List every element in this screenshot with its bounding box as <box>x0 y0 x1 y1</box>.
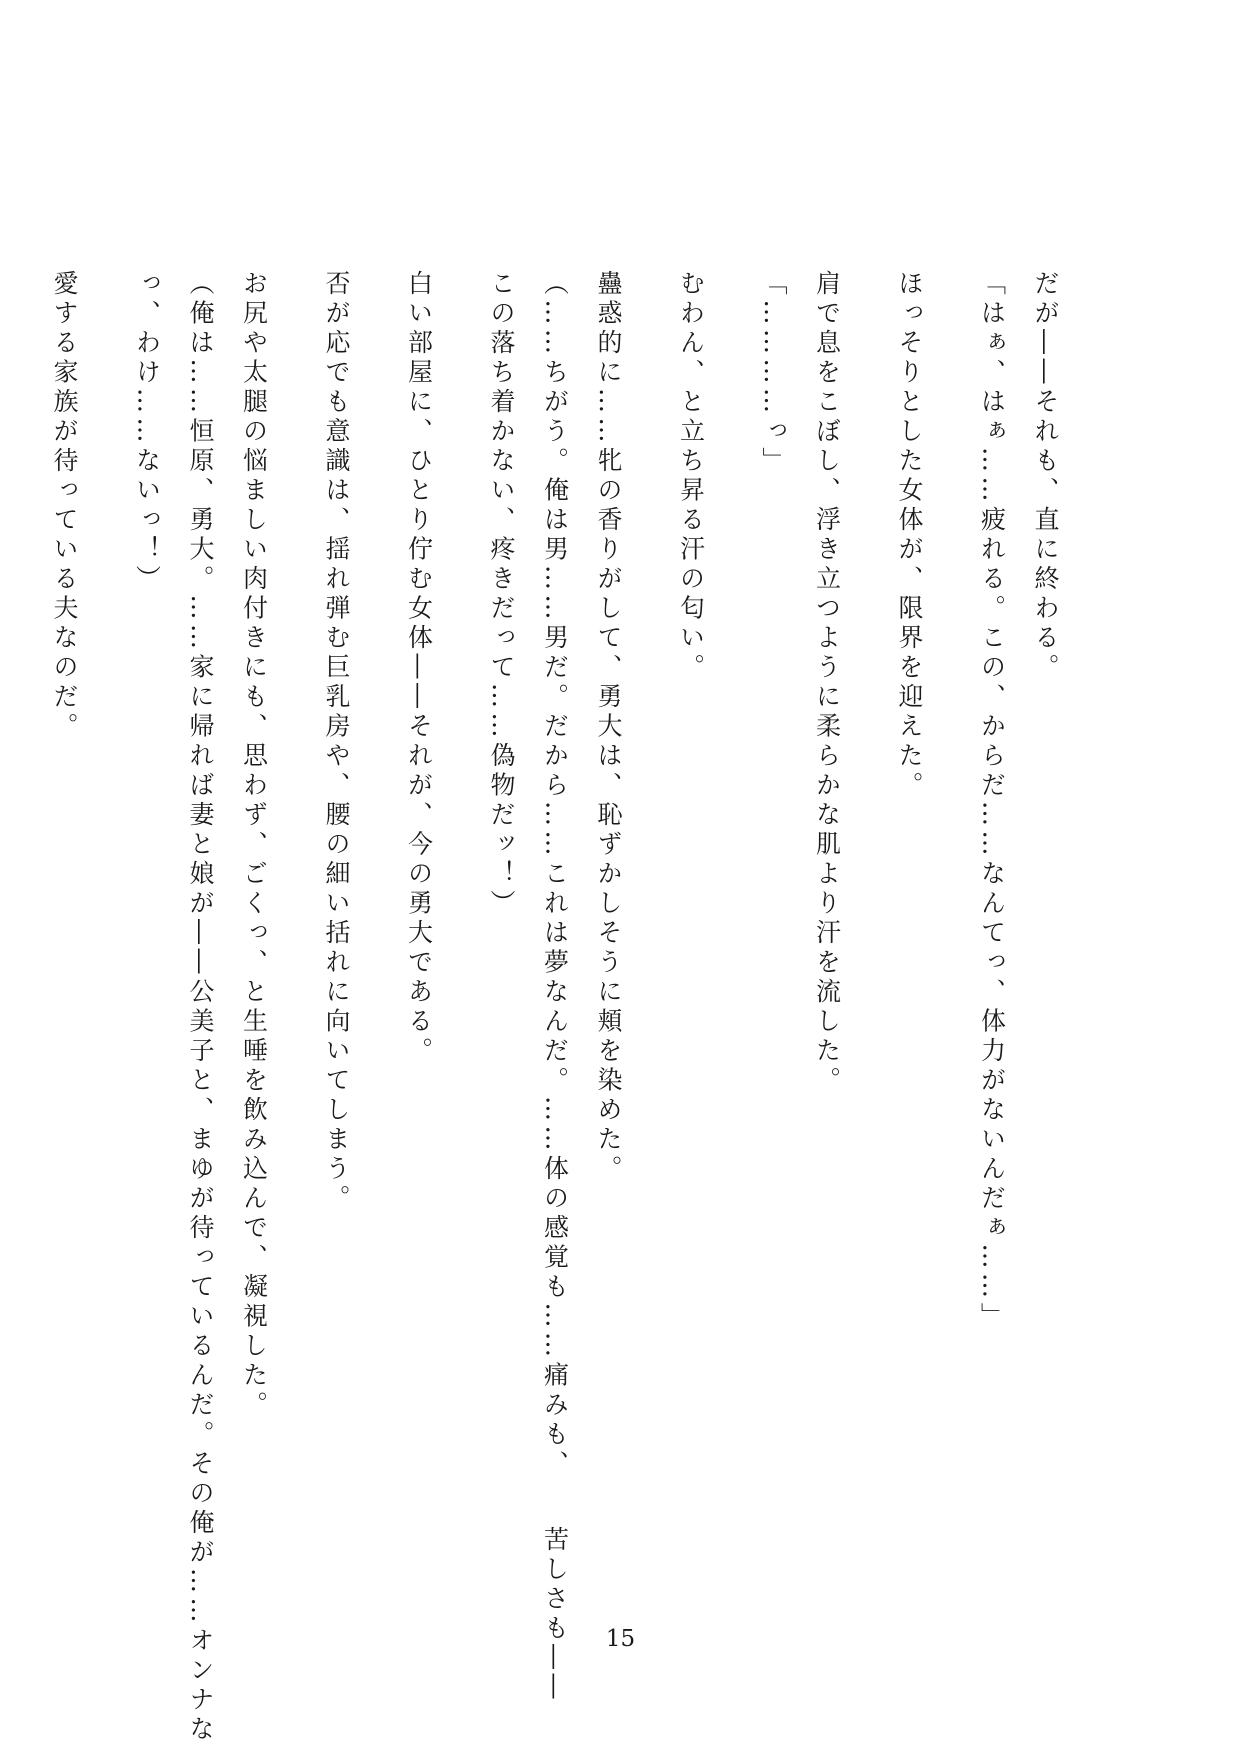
text-line: ほっそりとした女体が、限界を迎えた。 <box>895 270 924 801</box>
page-number: 15 <box>605 1626 636 1652</box>
text-line <box>0 270 38 1530</box>
text-line: 否が応でも意識は、揺れ弾む巨乳房や、腰の細い括れに向いてしまう。 <box>322 270 351 1214</box>
text-line: 蠱惑的に……牝の香りがして、勇大は、恥ずかしそうに頬を染めた。 <box>594 270 623 1185</box>
text-line: お尻や太腿の悩ましい肉付きにも、思わず、ごくっ、と生唾を飲み込んで、凝視した。 <box>239 270 269 1421</box>
text-line: 「はぁ、はぁ……疲れる。この、からだ……なんてっ、体力がないんだぁ……」 <box>977 270 1007 1332</box>
text-line: 愛する家族が待っている夫なのだ。 <box>50 270 79 742</box>
text-line: っ、わけ……ないっ！） <box>132 270 162 595</box>
text-line: 「…………っ」 <box>759 270 788 477</box>
text-line: 白い部屋に、ひとり佇む女体――それが、今の勇大である。 <box>404 270 434 1067</box>
text-line: 肩で息をこぼし、浮き立つように柔らかな肌より汗を流した。 <box>812 270 842 1096</box>
text-line: むわん、と立ち昇る汗の匂い。 <box>676 270 706 683</box>
text-line: この落ち着かない、疼きだって……偽物だッ！） <box>487 270 516 919</box>
text-line: （……ちがう。俺は男……男だ。だから……これは夢なんだ。……体の感覚も……痛みも、 苦しさも―― <box>540 270 570 1703</box>
text-line: （俺は……恒原、勇大。……家に帰れば妻と娘が――公美子と、まゆが待っているんだ。その俺が……オンナな <box>186 270 215 1745</box>
text-line: だが――それも、直に終わる。 <box>1031 270 1060 683</box>
